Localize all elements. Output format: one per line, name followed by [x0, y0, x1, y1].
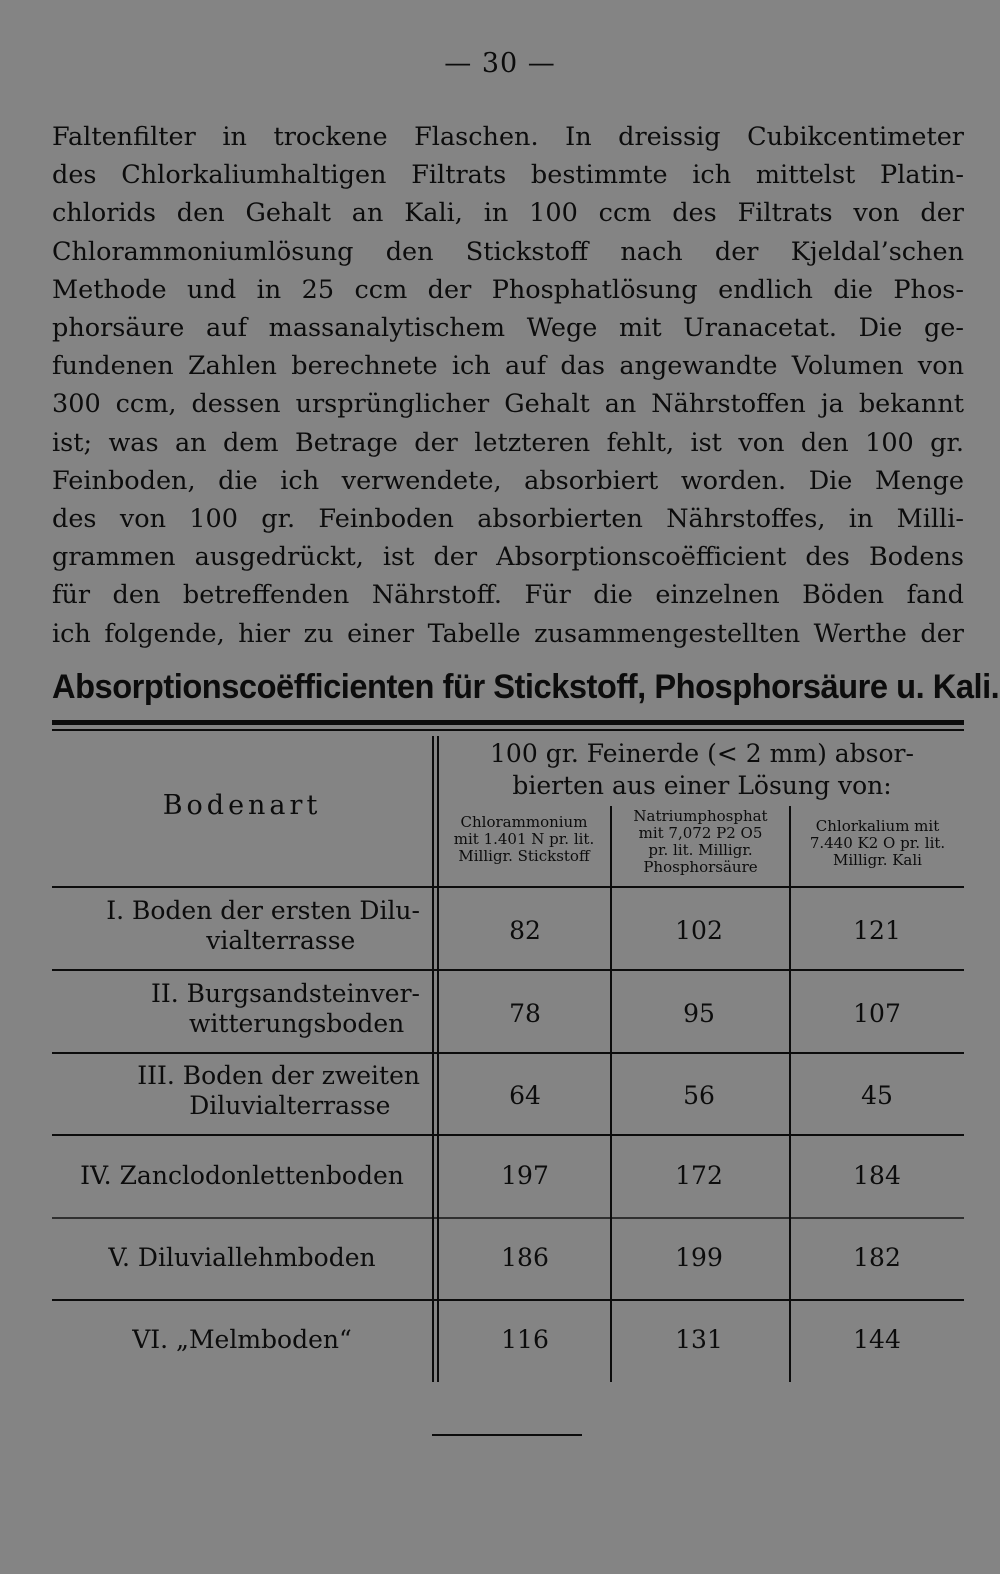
group-header-line: 100 gr. Feinerde (< 2 mm) absor-: [490, 739, 914, 768]
row-rule: [52, 1134, 964, 1136]
row-rule: [52, 969, 964, 971]
footer-rule: [432, 1434, 582, 1436]
value-phosphoric-acid: 95: [683, 999, 715, 1028]
text-line: Chlorammoniumlösung den Stickstoff nach der Kjeldal’schen: [52, 236, 964, 267]
text-line: Feinboden, die ich verwendete, absorbiert worden. Die Menge: [52, 465, 964, 496]
value-nitrogen: 116: [501, 1325, 549, 1354]
text-line: phorsäure auf massanalytischem Wege mit Uranacetat. Die ge-: [52, 313, 964, 344]
value-potash: 121: [853, 916, 901, 945]
text-line: fundenen Zahlen berechnete ich auf das angewandte Volumen von: [52, 351, 964, 382]
column-header-line: Milligr. Stickstoff: [458, 847, 590, 865]
value-nitrogen: 197: [501, 1161, 549, 1190]
value-nitrogen: 186: [501, 1243, 549, 1272]
value-potash: 107: [853, 999, 901, 1028]
value-nitrogen: 64: [509, 1081, 541, 1110]
text-line: grammen ausgedrückt, ist der Absorptionscoëfficient des Bodens: [52, 542, 964, 573]
value-phosphoric-acid: 102: [675, 916, 723, 945]
value-phosphoric-acid: 172: [675, 1161, 723, 1190]
value-phosphoric-acid: 56: [683, 1081, 715, 1110]
table-row-label: [52, 1061, 420, 1121]
column-header-line: Milligr. Kali: [833, 851, 922, 869]
table-row-label: [52, 979, 420, 1039]
column-header-line: 7.440 K2 O pr. lit.: [809, 834, 946, 852]
text-line: 300 ccm, dessen ursprünglicher Gehalt an Nährstoffen ja bekannt: [52, 389, 964, 420]
group-header-line: bierten aus einer Lösung von:: [512, 771, 892, 800]
row-rule: [52, 1217, 964, 1219]
text-line: ist; was an dem Betrage der letzteren fehlt, ist von den 100 gr.: [52, 427, 964, 458]
solution-group-header: [440, 738, 964, 802]
value-phosphoric-acid: 131: [675, 1325, 723, 1354]
row-label-line: vialterrasse: [206, 926, 356, 955]
row-rule: [52, 1299, 964, 1301]
row-label-line: II. Burgsandsteinver-: [151, 979, 420, 1008]
text-line: des Chlorkaliumhaltigen Filtrats bestimmte ich mittelst Platin-: [52, 160, 964, 191]
value-nitrogen: 78: [509, 999, 541, 1028]
title-rule-thick: [52, 720, 964, 725]
table-divider-left: [432, 736, 434, 1382]
title-rule-thin: [52, 729, 964, 731]
table-divider-col1: [610, 806, 612, 1382]
column-header-line: Phosphorsäure: [643, 858, 758, 876]
row-label-line: Diluvialterrasse: [189, 1091, 391, 1120]
value-potash: 184: [853, 1161, 901, 1190]
row-label-line: I. Boden der ersten Dilu-: [106, 896, 420, 925]
table-row-label: IV. Zanclodonlettenboden: [80, 1161, 404, 1190]
value-nitrogen: 82: [509, 916, 541, 945]
column-header-line: Chlorammonium: [460, 813, 588, 831]
body-paragraph: [52, 118, 964, 653]
text-line: Faltenfilter in trockene Flaschen. In dreissig Cubikcentimeter: [52, 122, 964, 152]
value-potash: 144: [853, 1325, 901, 1354]
page-number: — 30 —: [444, 48, 556, 79]
table-row-label: VI. „Melmboden“: [132, 1325, 352, 1354]
column-header-line: pr. lit. Milligr.: [648, 841, 753, 859]
column-header-line: Chlorkalium mit: [815, 817, 940, 835]
column-header-line: mit 7,072 P2 O5: [638, 824, 763, 842]
row-label-line: III. Boden der zweiten: [137, 1061, 420, 1090]
row-label-line: witterungsboden: [189, 1009, 405, 1038]
value-potash: 45: [861, 1081, 893, 1110]
table-title: Absorptionscoëfficienten für Stickstoff, Phosphorsäure u. Kali.: [52, 668, 1000, 706]
text-line: ich folgende, hier zu einer Tabelle zusammengestellten Werthe der: [52, 618, 964, 649]
column-header-line: mit 1.401 N pr. lit.: [453, 830, 595, 848]
text-line: des von 100 gr. Feinboden absorbierten Nährstoffes, in Milli-: [52, 504, 964, 535]
row-rule: [52, 1052, 964, 1054]
table-row-label: V. Diluviallehmboden: [108, 1243, 376, 1272]
column-header-chlorammonium: [438, 814, 610, 865]
text-line: Methode und in 25 ccm der Phosphatlösung endlich die Phos-: [52, 274, 964, 305]
header-rule: [52, 886, 964, 888]
table-row-label: [52, 896, 420, 956]
value-potash: 182: [853, 1243, 901, 1272]
text-line: für den betreffenden Nährstoff. Für die einzelnen Böden fand: [52, 580, 964, 611]
column-header-chlorkalium: [791, 818, 964, 869]
table-divider-col2: [789, 806, 791, 1382]
text-line: chlorids den Gehalt an Kali, in 100 ccm des Filtrats von der: [52, 198, 964, 229]
value-phosphoric-acid: 199: [675, 1243, 723, 1272]
column-header-line: Natriumphosphat: [633, 807, 768, 825]
column-header-natriumphosphat: [612, 808, 789, 876]
bodenart-header: Bodenart: [162, 790, 322, 821]
